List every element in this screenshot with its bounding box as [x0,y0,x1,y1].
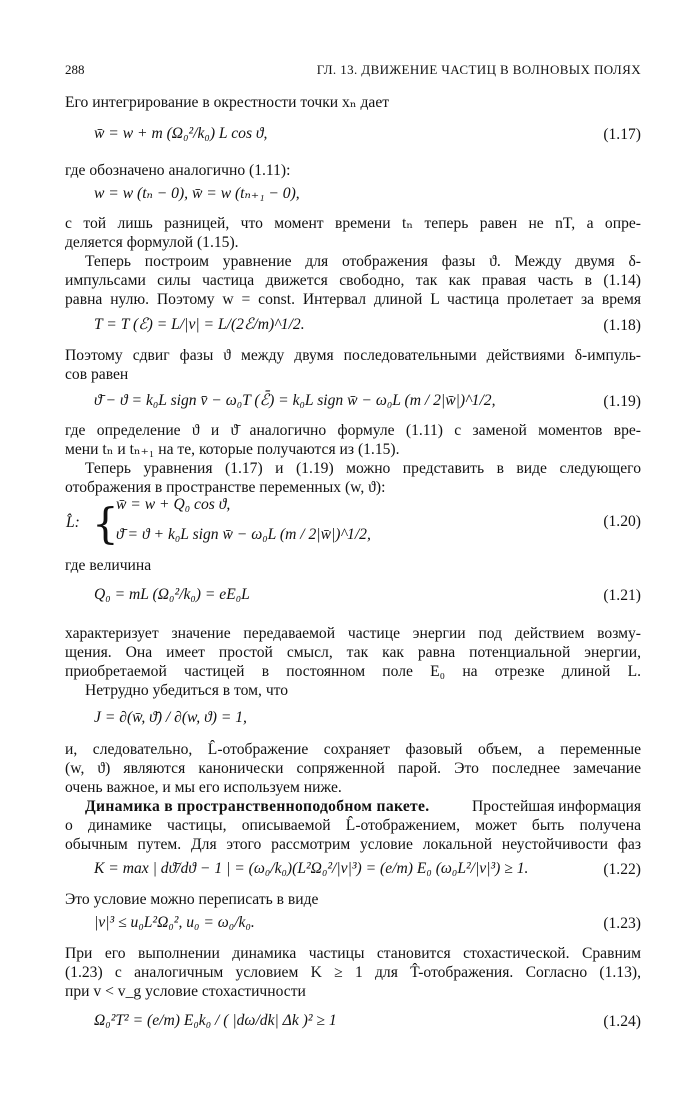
text-line: о динамике частицы, описываемой L̂-отображением, может быть получена [65,817,641,834]
text-line: Теперь построим уравнение для отображения фазы ϑ. Между двумя δ- [85,253,641,270]
section-heading-rest: в пространственноподобном пакете. [164,798,430,815]
paragraph-start: Простейшая информация [472,798,641,815]
equation-number: (1.23) [603,915,641,932]
text-line: где обозначено аналогично (1.11): [65,162,291,179]
equation-number: (1.20) [603,513,641,530]
formula: |v|³ ≤ u₀L²Ω₀², u₀ = ω₀/k₀. [94,914,255,931]
text-line: сов равен [65,366,129,383]
text-line: деляется формулой (1.15). [65,234,239,251]
equation-number: (1.21) [603,587,641,604]
formula: ϑ̄ = ϑ + k₀L sign w̄ − ω₀L (m / 2|w̄|)^1/2, [116,526,371,543]
formula: T = T (ℰ) = L/|v| = L/(2ℰ/m)^1/2. [94,316,305,333]
text-line: и, следовательно, L̂-отображение сохраняет фазовый объем, а переменные [65,741,641,758]
formula: w̄ = w + m (Ω₀²/k₀) L cos ϑ, [94,125,268,142]
text-line: характеризует значение передаваемой частице энергии под действием возму- [65,625,641,642]
text-line: (w, ϑ) являются канонически сопряженной парой. Это последнее замечание [65,760,641,777]
text-line: Теперь уравнения (1.17) и (1.19) можно представить в виде следующего [85,460,641,477]
text-line: Его интегрирование в окрестности точки xₙ дает [65,94,390,111]
text-line: при v < v_g условие стохастичности [65,983,306,1000]
page-number: 288 [65,62,85,77]
formula: Ω₀²T² = (e/m) E₀k₀ / ( |dω/dk| Δk )² ≥ 1 [94,1012,337,1029]
paragraph-heading-line [85,797,641,817]
text-line: обычным путем. Для этого рассмотрим условие локальной неустойчивости фаз [65,836,641,853]
text-line: с той лишь разницей, что момент времени tₙ теперь равен не nT, а опре- [65,215,641,232]
equation-number: (1.22) [603,861,641,878]
equation-number: (1.18) [603,317,641,334]
formula: ϑ̄ − ϑ = k₀L sign v̄ − ω₀T (ℰ̄) = k₀L sign w̄ − ω₀L (m / 2|w̄|)^1/2, [94,392,496,409]
text-line: приобретаемой частицей в постоянном поле E₀ на отрезке длиной L. [65,663,641,680]
text-line: импульсами силы частица движется свободно, так как правая часть в (1.14) [65,272,641,289]
text-line: (1.23) с аналогичным условием K ≥ 1 для T̂-отображения. Согласно (1.13), [65,964,641,981]
formula: w̄ = w + Q₀ cos ϑ, [116,496,231,513]
text-line: отображения в пространстве переменных (w, ϑ): [65,479,386,496]
running-title: ГЛ. 13. ДВИЖЕНИЕ ЧАСТИЦ В ВОЛНОВЫХ ПОЛЯХ [316,62,641,77]
text-line: При его выполнении динамика частицы становится стохастической. Сравним [65,945,641,962]
formula: Q₀ = mL (Ω₀²/k₀) = eE₀L [94,586,250,603]
formula: J = ∂(w̄, ϑ̄) / ∂(w, ϑ) = 1, [94,709,247,726]
text-line: щения. Она имеет простой смысл, так как равна потенциальной энергии, [65,644,641,661]
section-heading-word: Динамика [85,798,161,815]
formula: K = max | dϑ̄/dϑ − 1 | = (ω₀/k₀)(L²Ω₀²/|v|³) = (e/m) E₀ (ω₀L²/|v|³) ≥ 1. [94,860,529,877]
left-brace: { [92,499,119,548]
section-heading [85,797,429,817]
map-label: L̂: [66,514,80,531]
equation-number: (1.24) [603,1013,641,1030]
text-line: Поэтому сдвиг фазы ϑ между двумя последовательными действиями δ-импуль- [65,347,641,364]
equation-number: (1.17) [603,126,641,143]
formula: w = w (tₙ − 0), w̄ = w (tₙ₊₁ − 0), [94,185,300,202]
text-line: где определение ϑ и ϑ̄ аналогично формуле (1.11) с заменой моментов вре- [65,422,641,439]
text-line: Это условие можно переписать в виде [65,891,319,908]
text-line: где величина [65,557,152,574]
text-line: очень важное, и мы его используем ниже. [65,779,342,796]
equation-number: (1.19) [603,393,641,410]
text-line: Нетрудно убедиться в том, что [85,682,289,699]
text-line: мени tₙ и tₙ₊₁ на те, которые получаются из (1.15). [65,441,400,458]
text-line: равна нулю. Поэтому w = const. Интервал длиной L частица пролетает за время [65,291,641,308]
